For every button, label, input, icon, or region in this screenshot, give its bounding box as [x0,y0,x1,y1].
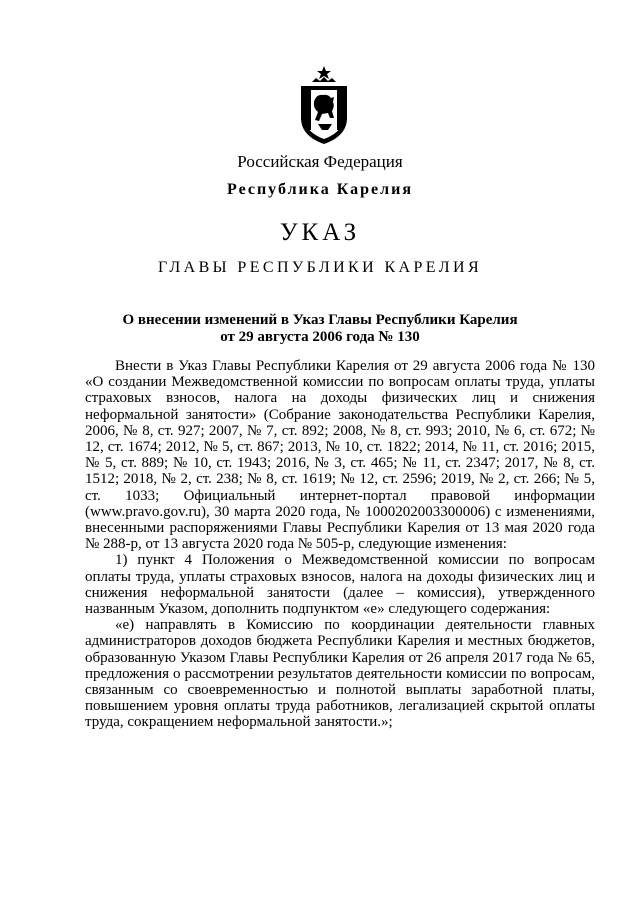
document-type: УКАЗ [279,219,361,246]
paragraph-subitem-e: «е) направлять в Комиссию по координации деятельности главных администраторов доходов бюджета Республики Карелия и местных бюджетов, образованную Указом Главы Республики Карелия от 26 апреля 2017 года № 65, предложения о рассмотрении результатов деятельности комиссии по вопросам, связанным со своевременностью и полнотой выплаты заработной платы, повышением уровня оплаты труда работников, легализацией скрытой оплаты труда, сокращением неформальной занятости.»; [85,617,595,731]
document-title-line-1: О внесении изменений в Указ Главы Республики Карелия [122,312,518,328]
karelia-coat-of-arms-icon [298,66,350,144]
paragraph-intro: Внести в Указ Главы Республики Карелия от 29 августа 2006 года № 130 «О создании Межведомственной комиссии по вопросам оплаты труда, уплаты страховых взносов, налога на доходы физических лиц и снижения неформальной занятости» (Собрание законодательства Республики Карелия, 2006, № 8, ст. 927; 2007, № 7, ст. 892; 2008, № 8, ст. 993; 2010, № 6, ст. 672; № 12, ст. 1674; 2012, № 5, ст. 867; 2013, № 10, ст. 1822; 2014, № 11, ст. 2016; 2015, № 5, ст. 889; № 10, ст. 1943; 2016, № 3, ст. 465; № 11, ст. 2347; 2017, № 8, ст. 1512; 2018, № 2, ст. 238; № 8, ст. 1619; № 12, ст. 2596; 2019, № 2, ст. 266; № 5, ст. 1033; Официальный интернет-портал правовой информации (www.pravo.gov.ru), 30 марта 2020 года, № 1000202003300006) с изменениями, внесенными распоряжениями Главы Республики Карелия от 13 мая 2020 года № 288-р, от 13 августа 2020 года № 505-р, следующие изменения: [85,358,595,553]
republic-name: Республика Карелия [227,181,413,198]
country-name: Российская Федерация [237,152,403,171]
document-title-line-2: от 29 августа 2006 года № 130 [220,329,420,345]
issuer-title: ГЛАВЫ РЕСПУБЛИКИ КАРЕЛИЯ [157,259,483,276]
document-title [0,312,640,346]
paragraph-item-1: 1) пункт 4 Положения о Межведомственной комиссии по вопросам оплаты труда, уплаты страховых взносов, налога на доходы физических лиц и снижения неформальной занятости (далее – комиссия), утвержденного названным Указом, дополнить подпунктом «е» следующего содержания: [85,552,595,618]
document-body [85,358,595,731]
